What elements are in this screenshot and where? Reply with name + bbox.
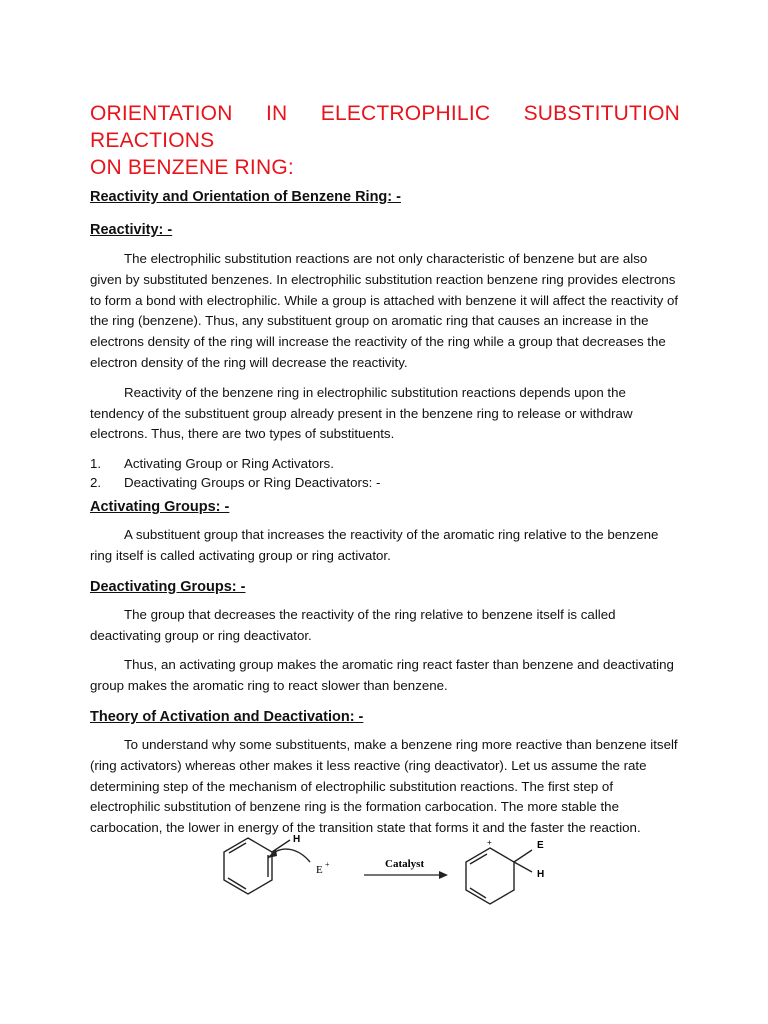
carbocation-charge: + — [487, 838, 492, 847]
para-reactivity-1: The electrophilic substitution reactions are not only characteristic of benzene but are also given by substituted benzenes. In electrophilic substitution reaction benzene ring provides electrons to form a bond with electrophilic. While a group is attached with benzene it will affect the reactivity of the ring (benzene). Thus, any substituent group on aromatic ring that causes an increase in the electrons density of the ring will increase the reactivity of the ring while a group that decreases the electron density of the ring will decrease the reactivity. — [90, 251, 679, 370]
heading-deactivating: Deactivating Groups: - — [90, 578, 246, 595]
carbocation-ring-product — [466, 848, 532, 904]
heading-theory: Theory of Activation and Deactivation: - — [90, 708, 364, 725]
list-item: 2. Deactivating Groups or Ring Deactivators: - — [90, 475, 381, 491]
electrophile-label: E — [316, 864, 323, 876]
heading-activating: Activating Groups: - — [90, 499, 230, 516]
page-title: ORIENTATION IN ELECTROPHILIC SUBSTITUTION REACTIONS ON BENZENE RING: — [90, 102, 680, 179]
product-e-label: E — [537, 840, 544, 851]
list-item: 1. Activating Group or Ring Activators. — [90, 456, 334, 472]
electrophile-charge: + — [325, 860, 330, 869]
reaction-arrow-head — [439, 871, 448, 879]
para-reactivity-2: Reactivity of the benzene ring in electrophilic substitution reactions depends upon the tendency of the substituent group already present in the benzene ring to release or withdraw electrons. Thus, there are two types of substituents. — [90, 384, 633, 442]
heading-reactivity: Reactivity: - — [90, 222, 173, 238]
product-h-label: H — [537, 869, 545, 880]
benzene-ring-reactant — [224, 838, 310, 894]
heading-main: Reactivity and Orientation of Benzene Ring: - — [90, 189, 401, 205]
arrow-label: Catalyst — [385, 858, 425, 870]
para-deactivating-2: Thus, an activating group makes the aromatic ring react faster than benzene and deactivating group makes the aromatic ring to react slower than benzene. — [90, 657, 674, 694]
para-theory: To understand why some substituents, make a benzene ring more reactive than benzene itself (ring activators) whereas other makes it less reactive (ring deactivator). Let us assume the rate determining step of the mechanism of electrophilic substitution reactions. The first step of electrophilic substitution of benzene ring is the formation carbocation. The more stable the carbocation, the lower in energy of the transition state that forms it and the faster the reaction. — [90, 736, 678, 836]
para-activating: A substituent group that increases the reactivity of the aromatic ring relative to the benzene ring itself is called activating group or ring activator. — [90, 527, 659, 563]
h-label: H — [293, 834, 301, 845]
para-deactivating-1: The group that decreases the reactivity of the ring relative to benzene itself is called deactivating group or ring deactivator. — [90, 606, 616, 643]
